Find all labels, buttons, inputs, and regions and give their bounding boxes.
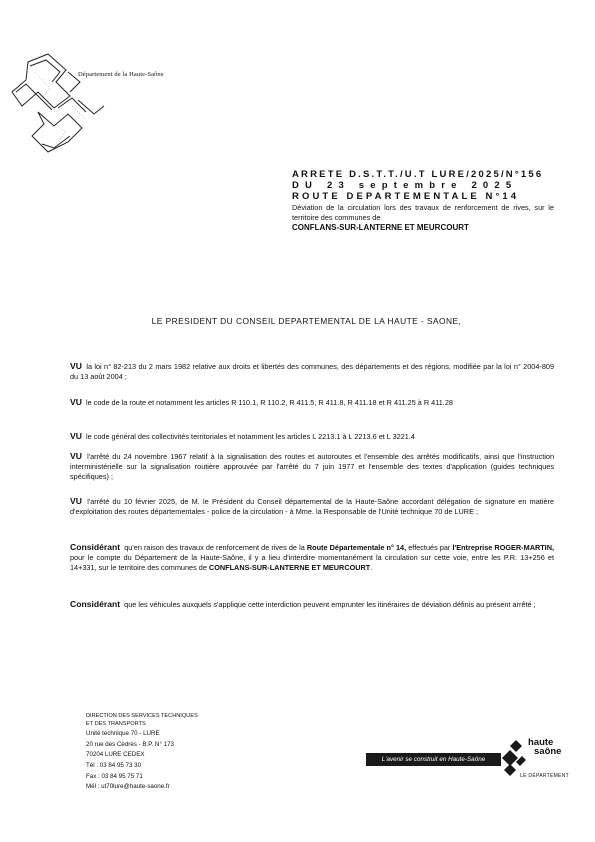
- road-reference: Route Départementale n° 14,: [306, 543, 407, 552]
- vu-text: le code de la route et notamment les articles R 110.1, R 110.2, R 411.5, R 411.8, R 411.18 et R 411.25 à R 411.28: [85, 398, 453, 407]
- logo-text-line: haute: [528, 737, 554, 748]
- road-title: ROUTE DEPARTEMENTALE N°14: [292, 191, 520, 202]
- considerant-label: Considérant: [70, 542, 121, 552]
- vu-paragraph: [70, 397, 554, 408]
- address-line: DIRECTION DES SERVICES TECHNIQUES: [86, 713, 198, 719]
- department-logo-icon: [8, 52, 108, 154]
- communes-reference: CONFLANS-SUR-LANTERNE ET MEURCOURT: [208, 563, 371, 573]
- vu-label: VU: [70, 397, 82, 407]
- considerant-paragraph: [70, 542, 554, 574]
- vu-paragraph: [70, 451, 554, 483]
- footer-address: [86, 711, 198, 793]
- considerant-end: .: [370, 563, 373, 573]
- vu-label: VU: [70, 451, 82, 461]
- arrete-header: [292, 169, 554, 233]
- logo-text-line: saône: [534, 746, 562, 757]
- vu-paragraph: [70, 361, 554, 382]
- vu-label: VU: [70, 361, 82, 371]
- address-line: 70204 LURE CEDEX: [86, 751, 145, 759]
- considerant-text: que les véhicules auxquels s'applique cette interdiction peuvent emprunter les itinéraires de déviation définis au présent arrêté ;: [124, 600, 536, 609]
- logo-subtitle: LE DÉPARTEMENT: [520, 773, 570, 779]
- contractor-name: l'Entreprise ROGER-MARTIN,: [452, 543, 555, 552]
- slogan-banner: L'avenir se construit en Haute-Saône: [366, 753, 501, 766]
- vu-paragraph: [70, 496, 554, 517]
- address-line: Unité technique 70 - LURE: [86, 730, 160, 738]
- vu-text: l'arrêté du 24 novembre 1967 relatif à la signalisation des routes et autoroutes et l'ensemble des arrêtés modificatifs, ainsi que l'instruction interministérielle sur la signalisation routière approuvée par l'arrêté du 7 juin 1977 et l'ensemble des textes d'application (guides techniques spécifiques) ;: [70, 452, 554, 482]
- vu-paragraph: [70, 431, 554, 442]
- considerant-label: Considérant: [70, 599, 121, 609]
- address-line: ET DES TRANSPORTS: [86, 720, 146, 727]
- arrete-communes: CONFLANS-SUR-LANTERNE ET MEURCOURT: [292, 223, 469, 232]
- considerant-text: effectués par: [408, 543, 451, 552]
- address-line: Fax : 03 84 95 75 71: [86, 772, 143, 780]
- vu-label: VU: [70, 496, 82, 506]
- vu-label: VU: [70, 431, 82, 441]
- considerant-text: qu'en raison des travaux de renforcement de rives de la: [124, 543, 305, 552]
- address-line: Tél : 03 84 95 73 30: [86, 761, 142, 769]
- considerant-paragraph: [70, 599, 554, 610]
- president-heading: LE PRESIDENT DU CONSEIL DEPARTEMENTAL DE LA HAUTE - SAONE,: [151, 316, 462, 326]
- logo-wordmark: [528, 738, 561, 756]
- considerant-text: pour le compte du Département de la Haute-Saône, il y a lieu d'interdire momentanément la circulation sur cette voie, entre les P.R. 13+256 et 14+331, sur le territoire des communes de: [70, 553, 554, 573]
- address-line: 20 rue des Cèdres - B.P. N° 173: [86, 740, 175, 748]
- arrete-number: ARRETE D.S.T.T./U.T LURE/2025/N°156: [292, 169, 544, 180]
- arrete-date: DU 23 septembre 2025: [292, 180, 518, 191]
- vu-text: la loi n° 82-213 du 2 mars 1982 relative aux droits et libertés des communes, des départements et des régions, modifiée par la loi n° 2004-809 du 13 août 2004 ;: [70, 362, 555, 382]
- vu-text: le code général des collectivités territoriales et notamment les articles L 2213.1 à L 2213.6 et L 3221.4: [85, 432, 415, 441]
- arrete-description: Déviation de la circulation lors des travaux de renforcement de rives, sur le territoire des communes de: [292, 203, 554, 222]
- address-line: Mél : ut70lure@haute-saone.fr: [86, 783, 170, 791]
- vu-text: l'arrêté du 10 février 2025, de M. le Président du Conseil départemental de la Haute-Saône accordant délégation de signature en matière d'exploitation des routes départementales - police de la circulation - à Mme. la Responsable de l'Unité technique 70 de LURE ;: [70, 497, 554, 517]
- department-name: Département de la Haute-Saône: [78, 71, 164, 78]
